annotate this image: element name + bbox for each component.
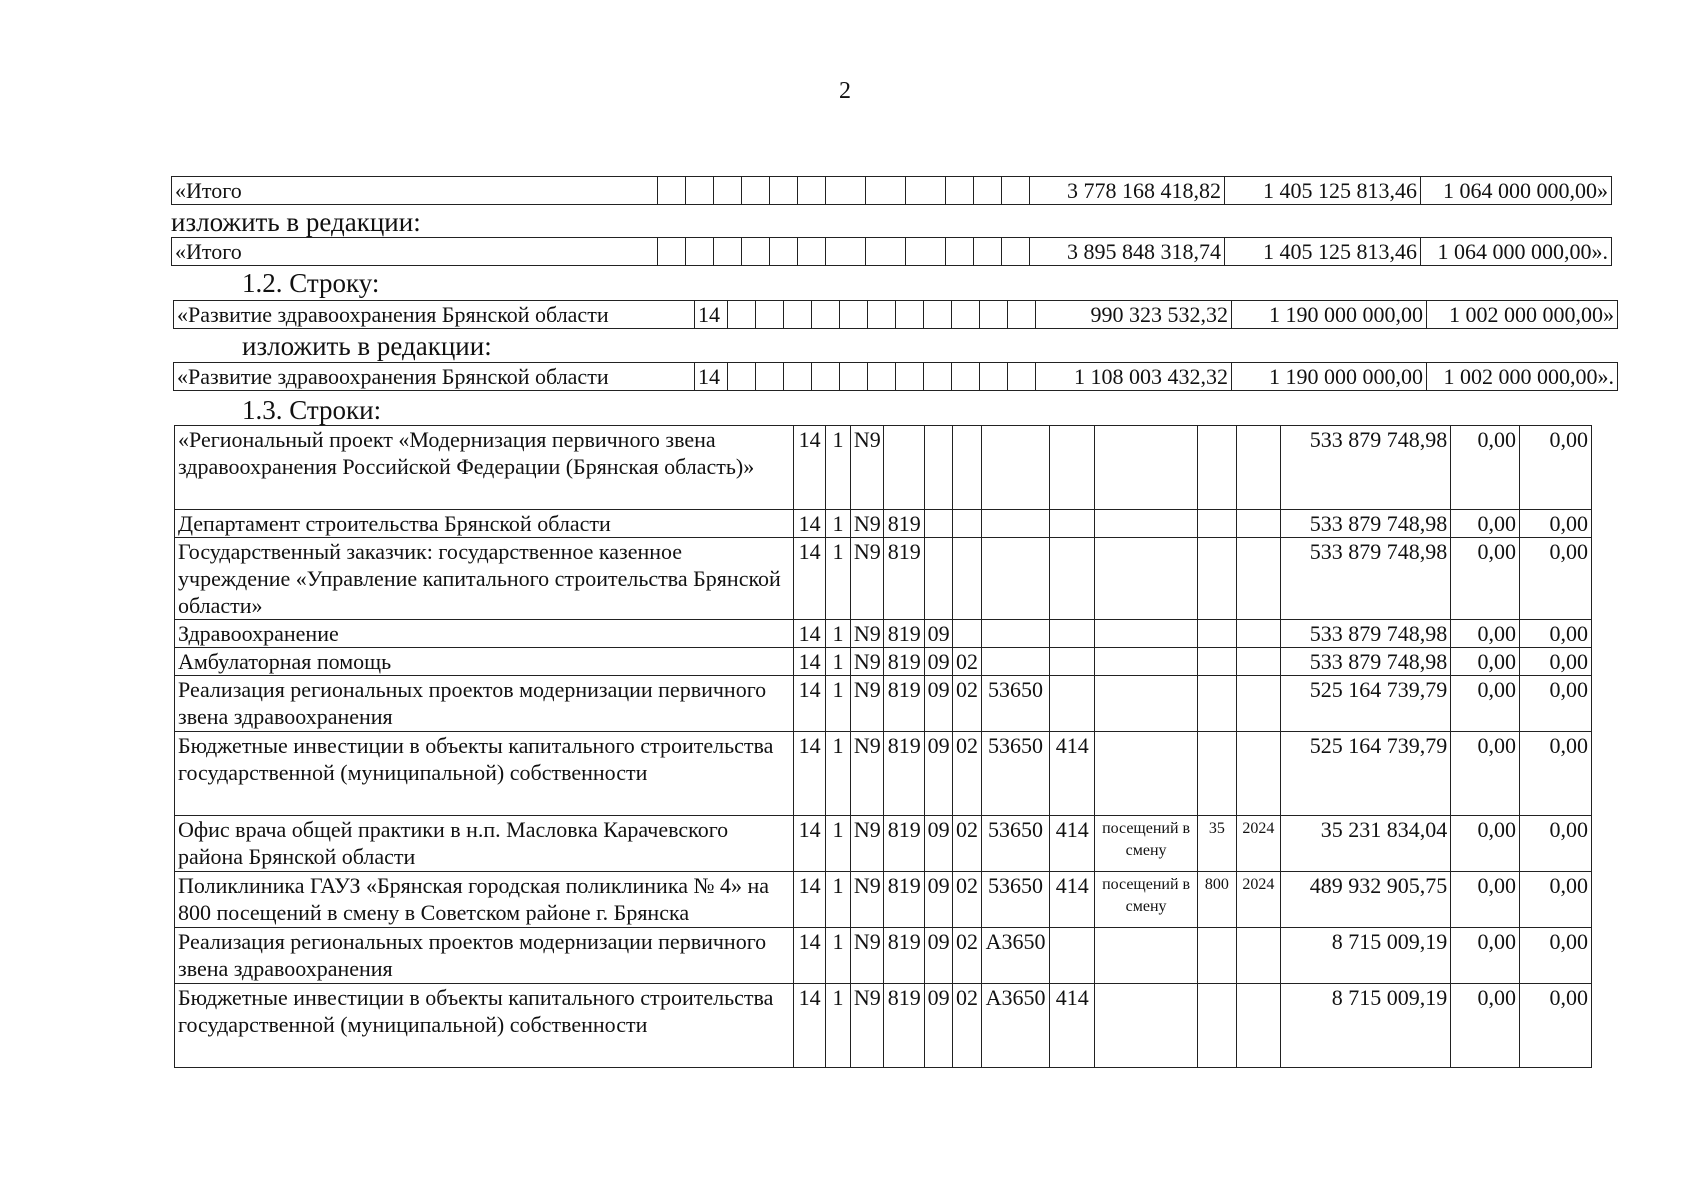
capacity-value (1198, 732, 1236, 816)
amount-year-3: 0,00 (1520, 732, 1592, 816)
amount-year-1: 533 879 748,98 (1281, 510, 1451, 538)
code-program: 14 (794, 620, 825, 648)
capacity-unit (1094, 426, 1197, 510)
row-name: Здравоохранение (175, 620, 794, 648)
table-row (175, 648, 1592, 676)
code-project: N9 (851, 510, 884, 538)
code-section: 09 (924, 648, 952, 676)
capacity-unit (1094, 620, 1197, 648)
table-row (175, 732, 1592, 816)
capacity-value (1198, 984, 1236, 1068)
table-row (175, 872, 1592, 928)
total-old-value-3: 1 064 000 000,00» (1421, 177, 1612, 205)
commission-year: 2024 (1236, 816, 1281, 872)
health-old-value-3: 1 002 000 000,00» (1427, 301, 1618, 329)
commission-year (1236, 538, 1281, 620)
health-old-row (174, 301, 1618, 329)
code-project: N9 (851, 620, 884, 648)
capacity-value (1198, 648, 1236, 676)
detail-table (174, 425, 1592, 1068)
code-grbs: 819 (884, 676, 924, 732)
code-program: 14 (794, 816, 825, 872)
code-subsection: 02 (953, 816, 981, 872)
row-name: Бюджетные инвестиции в объекты капитального строительства государственной (муниципальной) собственности (175, 732, 794, 816)
amount-year-1: 35 231 834,04 (1281, 816, 1451, 872)
amount-year-1: 8 715 009,19 (1281, 928, 1451, 984)
code-subprogram: 1 (825, 538, 850, 620)
commission-year (1236, 620, 1281, 648)
commission-year (1236, 426, 1281, 510)
health-new-row-table (173, 362, 1618, 391)
code-section: 09 (924, 676, 952, 732)
capacity-value (1198, 510, 1236, 538)
heading-1-3: 1.3. Строки: (242, 395, 382, 425)
code-grbs: 819 (884, 620, 924, 648)
total-new-value-3: 1 064 000 000,00». (1421, 238, 1612, 266)
health-new-value-2: 1 190 000 000,00 (1232, 363, 1427, 391)
capacity-value (1198, 426, 1236, 510)
code-expense-type: 414 (1050, 984, 1095, 1068)
code-target (981, 426, 1050, 510)
code-grbs: 819 (884, 732, 924, 816)
amount-year-2: 0,00 (1451, 510, 1520, 538)
code-subsection: 02 (953, 648, 981, 676)
capacity-value: 35 (1198, 816, 1236, 872)
code-grbs (884, 426, 924, 510)
code-grbs: 819 (884, 984, 924, 1068)
total-new-value-1: 3 895 848 318,74 (1030, 238, 1225, 266)
code-target: 53650 (981, 732, 1050, 816)
table-row (175, 538, 1592, 620)
health-old-value-2: 1 190 000 000,00 (1232, 301, 1427, 329)
code-subsection: 02 (953, 676, 981, 732)
total-new-row-table (171, 237, 1612, 266)
code-subprogram: 1 (825, 648, 850, 676)
code-section: 09 (924, 872, 952, 928)
commission-year (1236, 676, 1281, 732)
amount-year-3: 0,00 (1520, 872, 1592, 928)
total-new-value-2: 1 405 125 813,46 (1225, 238, 1421, 266)
total-new-label: «Итого (172, 238, 658, 266)
code-target (981, 538, 1050, 620)
health-new-label: «Развитие здравоохранения Брянской области (174, 363, 695, 391)
capacity-value (1198, 620, 1236, 648)
code-subprogram: 1 (825, 510, 850, 538)
health-new-value-3: 1 002 000 000,00». (1427, 363, 1618, 391)
code-program: 14 (794, 732, 825, 816)
health-new-value-1: 1 108 003 432,32 (1036, 363, 1232, 391)
total-old-value-1: 3 778 168 418,82 (1030, 177, 1225, 205)
code-program: 14 (794, 538, 825, 620)
amount-year-3: 0,00 (1520, 510, 1592, 538)
amount-year-3: 0,00 (1520, 816, 1592, 872)
capacity-unit (1094, 538, 1197, 620)
amount-year-1: 489 932 905,75 (1281, 872, 1451, 928)
health-new-row (174, 363, 1618, 391)
table-row (175, 984, 1592, 1068)
row-name: Бюджетные инвестиции в объекты капитального строительства государственной (муниципальной) собственности (175, 984, 794, 1068)
capacity-unit (1094, 510, 1197, 538)
table-row (175, 816, 1592, 872)
commission-year (1236, 984, 1281, 1068)
code-expense-type: 414 (1050, 816, 1095, 872)
code-target: А3650 (981, 928, 1050, 984)
health-old-row-table (173, 300, 1618, 329)
table-row (175, 620, 1592, 648)
caption-edit-1: изложить в редакции: (171, 207, 421, 237)
heading-1-2: 1.2. Строку: (242, 268, 380, 298)
total-old-row-table (171, 176, 1612, 205)
code-section (924, 426, 952, 510)
code-target (981, 620, 1050, 648)
code-target: А3650 (981, 984, 1050, 1068)
amount-year-2: 0,00 (1451, 984, 1520, 1068)
code-expense-type (1050, 620, 1095, 648)
capacity-unit: посещений в смену (1094, 872, 1197, 928)
row-name: Амбулаторная помощь (175, 648, 794, 676)
row-name: Департамент строительства Брянской области (175, 510, 794, 538)
code-expense-type: 414 (1050, 732, 1095, 816)
amount-year-3: 0,00 (1520, 648, 1592, 676)
code-program: 14 (794, 872, 825, 928)
commission-year (1236, 510, 1281, 538)
amount-year-3: 0,00 (1520, 984, 1592, 1068)
code-project: N9 (851, 538, 884, 620)
code-subprogram: 1 (825, 984, 850, 1068)
capacity-value (1198, 676, 1236, 732)
code-target: 53650 (981, 816, 1050, 872)
amount-year-1: 8 715 009,19 (1281, 984, 1451, 1068)
code-subprogram: 1 (825, 676, 850, 732)
code-subsection: 02 (953, 984, 981, 1068)
code-subsection (953, 426, 981, 510)
total-old-value-2: 1 405 125 813,46 (1225, 177, 1421, 205)
amount-year-2: 0,00 (1451, 732, 1520, 816)
code-subprogram: 1 (825, 732, 850, 816)
page-number: 2 (839, 78, 851, 104)
code-program: 14 (794, 426, 825, 510)
code-target (981, 510, 1050, 538)
code-expense-type (1050, 538, 1095, 620)
code-project: N9 (851, 648, 884, 676)
code-grbs: 819 (884, 816, 924, 872)
row-name: Государственный заказчик: государственное казенное учреждение «Управление капитального строительства Брянской области» (175, 538, 794, 620)
code-grbs: 819 (884, 872, 924, 928)
total-old-label: «Итого (172, 177, 658, 205)
code-subprogram: 1 (825, 620, 850, 648)
code-subprogram: 1 (825, 872, 850, 928)
code-program: 14 (794, 984, 825, 1068)
row-name: Поликлиника ГАУЗ «Брянская городская поликлиника № 4» на 800 посещений в смену в Советском районе г. Брянска (175, 872, 794, 928)
capacity-value: 800 (1198, 872, 1236, 928)
code-subprogram: 1 (825, 928, 850, 984)
code-subsection (953, 620, 981, 648)
capacity-unit (1094, 732, 1197, 816)
capacity-unit (1094, 984, 1197, 1068)
code-expense-type (1050, 676, 1095, 732)
amount-year-2: 0,00 (1451, 816, 1520, 872)
code-target (981, 648, 1050, 676)
code-section: 09 (924, 928, 952, 984)
row-name: Офис врача общей практики в н.п. Масловка Карачевского района Брянской области (175, 816, 794, 872)
code-expense-type (1050, 928, 1095, 984)
code-subsection (953, 538, 981, 620)
amount-year-3: 0,00 (1520, 620, 1592, 648)
capacity-unit (1094, 928, 1197, 984)
code-subsection: 02 (953, 928, 981, 984)
code-target: 53650 (981, 872, 1050, 928)
code-section (924, 510, 952, 538)
amount-year-2: 0,00 (1451, 426, 1520, 510)
amount-year-1: 533 879 748,98 (1281, 620, 1451, 648)
total-old-row (172, 177, 1612, 205)
row-name: Реализация региональных проектов модернизации первичного звена здравоохранения (175, 676, 794, 732)
amount-year-1: 525 164 739,79 (1281, 732, 1451, 816)
row-name: Реализация региональных проектов модернизации первичного звена здравоохранения (175, 928, 794, 984)
amount-year-3: 0,00 (1520, 928, 1592, 984)
table-row (175, 426, 1592, 510)
amount-year-2: 0,00 (1451, 872, 1520, 928)
code-section: 09 (924, 984, 952, 1068)
code-program: 14 (794, 676, 825, 732)
code-subsection: 02 (953, 732, 981, 816)
capacity-value (1198, 538, 1236, 620)
row-name: «Региональный проект «Модернизация первичного звена здравоохранения Российской Федерации (Брянская область)» (175, 426, 794, 510)
code-subprogram: 1 (825, 816, 850, 872)
code-project: N9 (851, 676, 884, 732)
code-expense-type (1050, 510, 1095, 538)
health-old-value-1: 990 323 532,32 (1036, 301, 1232, 329)
commission-year (1236, 928, 1281, 984)
amount-year-1: 533 879 748,98 (1281, 426, 1451, 510)
code-section: 09 (924, 816, 952, 872)
code-grbs: 819 (884, 538, 924, 620)
capacity-unit (1094, 648, 1197, 676)
code-program: 14 (794, 648, 825, 676)
code-section: 09 (924, 732, 952, 816)
commission-year (1236, 732, 1281, 816)
amount-year-3: 0,00 (1520, 538, 1592, 620)
code-section: 09 (924, 620, 952, 648)
code-program: 14 (794, 510, 825, 538)
table-row (175, 676, 1592, 732)
code-grbs: 819 (884, 510, 924, 538)
code-expense-type: 414 (1050, 872, 1095, 928)
amount-year-1: 533 879 748,98 (1281, 538, 1451, 620)
health-old-code: 14 (695, 301, 728, 329)
capacity-value (1198, 928, 1236, 984)
code-project: N9 (851, 984, 884, 1068)
amount-year-2: 0,00 (1451, 620, 1520, 648)
code-grbs: 819 (884, 928, 924, 984)
amount-year-2: 0,00 (1451, 676, 1520, 732)
amount-year-1: 533 879 748,98 (1281, 648, 1451, 676)
commission-year (1236, 648, 1281, 676)
code-target: 53650 (981, 676, 1050, 732)
amount-year-2: 0,00 (1451, 928, 1520, 984)
code-subsection: 02 (953, 872, 981, 928)
commission-year: 2024 (1236, 872, 1281, 928)
code-section (924, 538, 952, 620)
code-expense-type (1050, 648, 1095, 676)
amount-year-3: 0,00 (1520, 426, 1592, 510)
code-subprogram: 1 (825, 426, 850, 510)
code-subsection (953, 510, 981, 538)
total-new-row (172, 238, 1612, 266)
code-grbs: 819 (884, 648, 924, 676)
health-new-code: 14 (695, 363, 728, 391)
amount-year-2: 0,00 (1451, 648, 1520, 676)
code-project: N9 (851, 872, 884, 928)
caption-edit-2: изложить в редакции: (242, 331, 492, 361)
health-old-label: «Развитие здравоохранения Брянской области (174, 301, 695, 329)
capacity-unit: посещений в смену (1094, 816, 1197, 872)
table-row (175, 510, 1592, 538)
table-row (175, 928, 1592, 984)
code-program: 14 (794, 928, 825, 984)
amount-year-2: 0,00 (1451, 538, 1520, 620)
code-project: N9 (851, 928, 884, 984)
code-project: N9 (851, 426, 884, 510)
code-expense-type (1050, 426, 1095, 510)
amount-year-3: 0,00 (1520, 676, 1592, 732)
amount-year-1: 525 164 739,79 (1281, 676, 1451, 732)
code-project: N9 (851, 816, 884, 872)
capacity-unit (1094, 676, 1197, 732)
code-project: N9 (851, 732, 884, 816)
